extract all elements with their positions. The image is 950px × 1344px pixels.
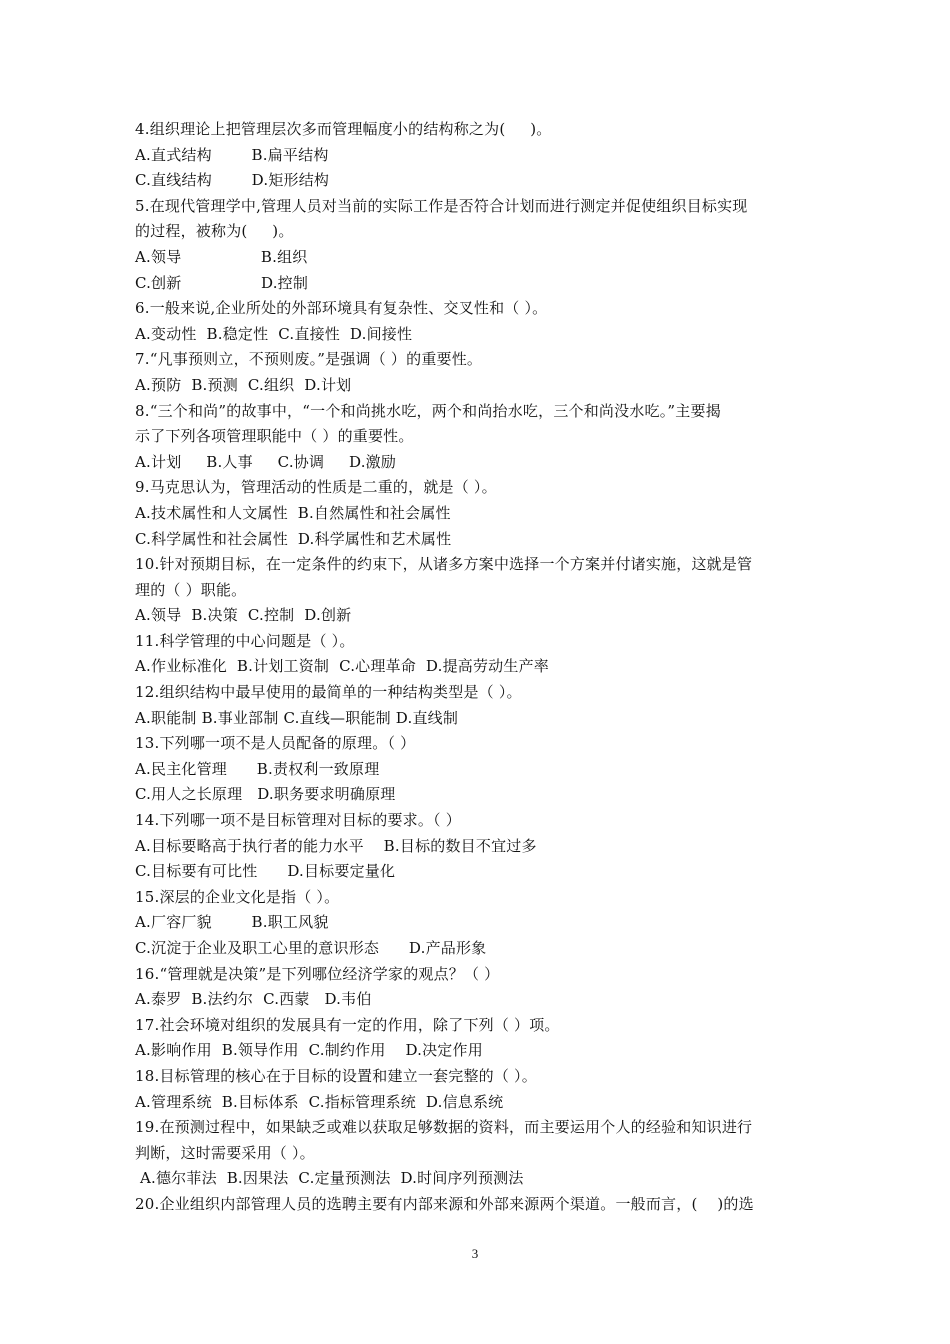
text-line: 18.目标管理的核心在于目标的设置和建立一套完整的（ ）。	[135, 1066, 537, 1085]
text-line: 示了下列各项管理职能中（ ）的重要性。	[135, 427, 414, 446]
text-line: 8.“三个和尚”的故事中，“一个和尚挑水吃，两个和尚抬水吃，三个和尚没水吃。”主要揭	[135, 401, 721, 420]
text-line: 10.针对预期目标，在一定条件的约束下，从诸多方案中选择一个方案并付诸实施，这就是管	[135, 555, 753, 574]
text-line: 15.深层的企业文化是指（ ）。	[135, 887, 340, 906]
text-line: A.厂容厂貌 B.职工风貌	[135, 913, 329, 932]
text-line: C.科学属性和社会属性 D.科学属性和艺术属性	[135, 529, 452, 548]
question-list	[135, 117, 825, 1218]
text-line: A.民主化管理 B.责权利一致原理	[135, 759, 380, 778]
text-line: A.预防 B.预测 C.组织 D.计划	[135, 375, 352, 394]
text-line: C.沉淀于企业及职工心里的意识形态 D.产品形象	[135, 939, 487, 957]
text-line: 16.“管理就是决策”是下列哪位经济学家的观点？（ ）	[135, 964, 500, 983]
text-line: C.创新 D.控制	[135, 273, 309, 292]
text-line: A.领导 B.决策 C.控制 D.创新	[135, 606, 352, 625]
text-line: 12.组织结构中最早使用的最简单的一种结构类型是（ ）。	[135, 683, 522, 702]
text-line: 11.科学管理的中心问题是（ ）。	[135, 631, 355, 650]
text-line: 13.下列哪一项不是人员配备的原理。（ ）	[135, 734, 416, 753]
text-line: A.德尔菲法 B.因果法 C.定量预测法 D.时间序列预测法	[135, 1169, 524, 1188]
text-line: 4.组织理论上把管理层次多而管理幅度小的结构称之为( )。	[135, 120, 552, 138]
text-line: A.职能制 B.事业部制 C.直线—职能制 D.直线制	[135, 708, 459, 727]
text-line: A.变动性 B.稳定性 C.直接性 D.间接性	[135, 324, 413, 343]
text-line: A.管理系统 B.目标体系 C.指标管理系统 D.信息系统	[135, 1092, 504, 1111]
text-line: A.影响作用 B.领导作用 C.制约作用 D.决定作用	[135, 1041, 483, 1060]
text-line: 17.社会环境对组织的发展具有一定的作用，除了下列（ ）项。	[135, 1015, 560, 1034]
text-line: 19.在预测过程中，如果缺乏或难以获取足够数据的资料，而主要运用个人的经验和知识进行	[135, 1118, 753, 1137]
text-line: 20.企业组织内部管理人员的选聘主要有内部来源和外部来源两个渠道。一般而言，( )的选	[135, 1194, 754, 1213]
text-line: 5.在现代管理学中,管理人员对当前的实际工作是否符合计划而进行测定并促使组织目标实现	[135, 196, 748, 215]
text-line: 理的（ ）职能。	[135, 580, 247, 599]
text-line: 9.马克思认为，管理活动的性质是二重的，就是（ ）。	[135, 478, 497, 497]
text-line: 的过程，被称为( )。	[135, 222, 294, 241]
text-line: 7.“凡事预则立，不预则废。”是强调（ ）的重要性。	[135, 350, 483, 369]
text-line: A.作业标准化 B.计划工资制 C.心理革命 D.提高劳动生产率	[135, 657, 549, 676]
text-line: 6.一般来说,企业所处的外部环境具有复杂性、交叉性和（ ）。	[135, 299, 548, 318]
text-line: A.目标要略高于执行者的能力水平 B.目标的数目不宜过多	[135, 836, 537, 855]
text-line: A.直式结构 B.扁平结构	[135, 145, 329, 164]
text-line: 14.下列哪一项不是目标管理对目标的要求。（ ）	[135, 811, 461, 830]
text-line: C.直线结构 D.矩形结构	[135, 171, 330, 190]
text-line: A.领导 B.组织	[135, 247, 308, 266]
text-line: A.泰罗 B.法约尔 C.西蒙 D.韦伯	[135, 990, 372, 1009]
text-line: 判断，这时需要采用（ ）。	[135, 1143, 315, 1162]
text-line: A.计划 B.人事 C.协调 D.激励	[135, 452, 397, 471]
text-line: C.目标要有可比性 D.目标要定量化	[135, 862, 396, 881]
page-number: 3	[471, 1246, 479, 1261]
text-line: C.用人之长原理 D.职务要求明确原理	[135, 785, 396, 804]
text-line: A.技术属性和人文属性 B.自然属性和社会属性	[135, 503, 451, 522]
